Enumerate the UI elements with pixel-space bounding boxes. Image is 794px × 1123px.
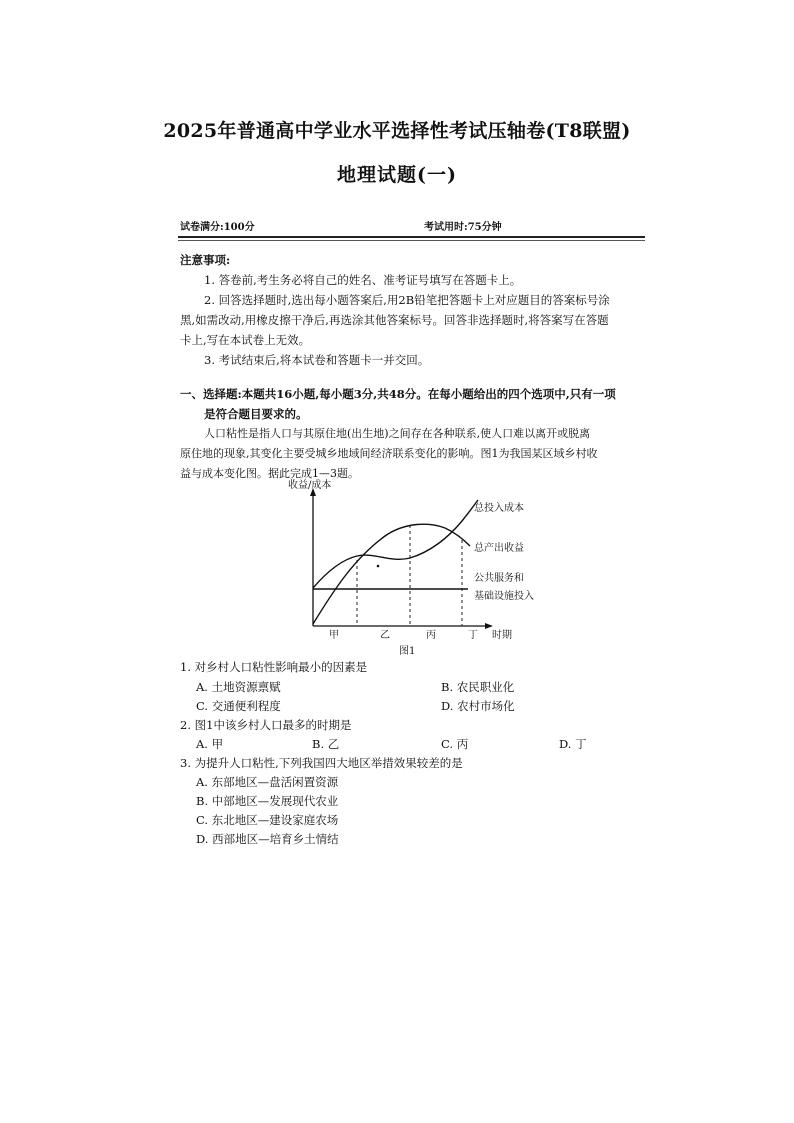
q3-option-b[interactable]: B. 中部地区—发展现代农业 [196,794,339,808]
q3-option-c[interactable]: C. 东北地区—建设家庭农场 [196,813,339,827]
question-3-stem: 3. 为提升人口粘性,下列我国四大地区举措效果较差的是 [180,756,463,770]
total-cost-curve [313,500,478,588]
section-heading: 一、选择题:本题共16小题,每小题3分,共48分。在每小题给出的四个选项中,只有一项 [180,387,616,401]
dot-mark [377,565,380,568]
q2-option-a[interactable]: A. 甲 [196,737,224,751]
q1-option-d[interactable]: D. 农村市场化 [441,699,515,713]
q1-option-c[interactable]: C. 交通便利程度 [196,699,281,713]
figure-caption: 图1 [399,646,416,657]
q2-option-b[interactable]: B. 乙 [312,737,340,751]
notice-item: 2. 回答选择题时,选出每小题答案后,用2B铅笔把答题卡上对应题目的答案标号涂 [204,293,610,307]
q3-option-d[interactable]: D. 西部地区—培育乡土情结 [196,832,339,846]
notice-item: 1. 答卷前,考生务必将自己的姓名、准考证号填写在答题卡上。 [204,273,522,287]
x-tick-jia: 甲 [329,630,339,641]
passage-line: 原住地的现象,其变化主要受城乡地域间经济联系变化的影响。图1为我国某区域乡村收 [180,447,598,460]
axes [310,488,493,629]
label-public-2: 基础设施投入 [474,591,534,602]
header-rule-thin [178,240,645,241]
label-public-1: 公共服务和 [474,573,524,584]
q1-option-a[interactable]: A. 土地资源禀赋 [196,680,281,694]
label-total-cost: 总投入成本 [474,503,524,514]
question-2-stem: 2. 图1中该乡村人口最多的时期是 [180,718,352,732]
q2-option-d[interactable]: D. 丁 [559,737,587,751]
q1-option-b[interactable]: B. 农民职业化 [441,680,515,694]
y-axis-label: 收益/成本 [288,480,332,491]
total-output-curve [313,524,470,624]
x-axis-label: 时期 [492,630,512,641]
exam-title: 2025年普通高中学业水平选择性考试压轴卷(T8联盟) [163,120,631,142]
time-limit: 考试用时:75分钟 [424,222,502,233]
section-heading-cont: 是符合题目要求的。 [204,407,308,421]
period-dividers [357,525,462,626]
x-tick-yi: 乙 [380,630,390,641]
label-total-output: 总产出收益 [474,543,524,554]
passage-line: 人口粘性是指人口与其原住地(出生地)之间存在各种联系,使人口难以离开或脱离 [204,427,591,440]
header-rule [178,236,645,238]
passage-line: 益与成本变化图。据此完成1—3题。 [180,467,359,480]
x-tick-bing: 丙 [426,630,436,641]
notice-heading: 注意事项: [180,253,231,267]
notice-item: 卡上,写在本试卷上无效。 [180,333,311,347]
q3-option-a[interactable]: A. 东部地区—盘活闲置资源 [196,775,339,789]
notice-item: 3. 考试结束后,将本试卷和答题卡一并交回。 [204,353,430,367]
x-tick-ding: 丁 [468,630,478,641]
q2-option-c[interactable]: C. 丙 [441,737,469,751]
question-1-stem: 1. 对乡村人口粘性影响最小的因素是 [180,660,368,674]
notice-item: 黑,如需改动,用橡皮擦干净后,再选涂其他答案标号。回答非选择题时,将答案写在答题 [180,313,609,327]
full-score: 试卷满分:100分 [180,222,255,233]
exam-subtitle: 地理试题(一) [337,164,457,186]
figure-1-diagram [280,478,540,660]
